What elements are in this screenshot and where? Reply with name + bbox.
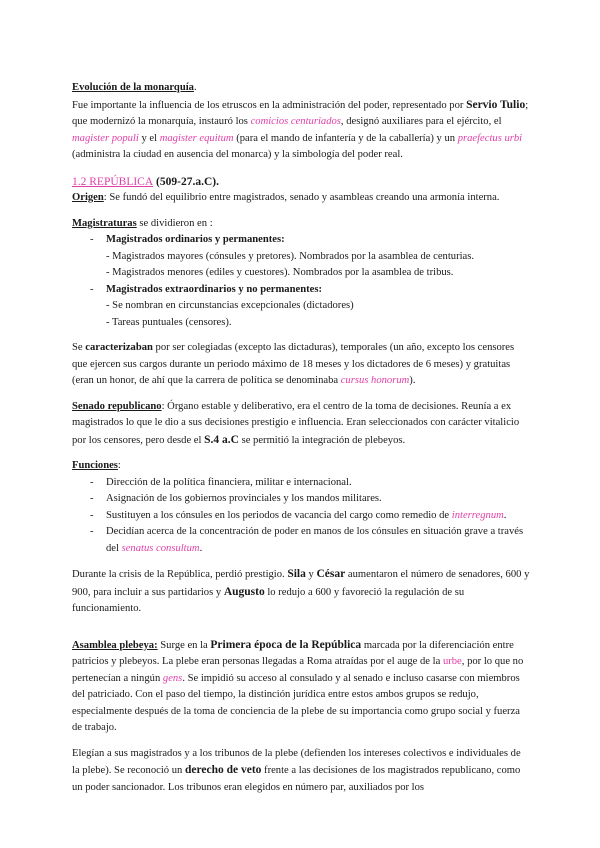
paragraph-monarquia: Evolución de la monarquía. Fue importante la influencia de los etruscos en la administración del poder, representado por Servio Tulio; que modernizó la monarquía, instauró los comicios centuriados, designó auxiliares para el ejército, el magister populi y el magister equitum (para el mando de infantería y de la caballería) y un praefectus urbi (administra la ciudad en ausencia del monarca) y la simbología del poder real. — [72, 82, 529, 160]
list-item: - Sustituyen a los cónsules en los periodos de vacancia del cargo como remedio de interregnum. — [72, 508, 530, 525]
paragraph-funciones: Funciones: — [72, 460, 121, 471]
term-magister-populi: magister populi — [72, 132, 139, 144]
section-title-republica: 1.2 REPÚBLICA (509-27.a.C). — [72, 175, 219, 188]
paragraph-caracteristicas: Se caracterizaban por ser colegiadas (excepto las dictaduras), temporales (un año, excepto los censores que ejercen sus cargos durante un periodo máximo de 18 meses y los dictadores de 6 meses) y gratuitas (eran un honor, de ahí que la carrera de política se denominaba cursus honorum). — [72, 342, 515, 386]
paragraph-elegian: Elegían a sus magistrados y a los tribunos de la plebe (defienden los intereses colectivos e individuales de la plebe). Se reconoció un derecho de veto frente a las decisiones de los magistrados republicano, como un poder sancionador. Los tribunos eran elegidos en número par, auxiliados por los — [72, 747, 521, 793]
label-funciones: Funciones — [72, 460, 118, 471]
list-item: - Asignación de los gobiernos provinciales y los mandos militares. — [72, 491, 530, 508]
term-magister-equitum: magister equitum — [159, 132, 234, 144]
funciones-list — [72, 475, 530, 558]
paragraph-crisis: Durante la crisis de la República, perdió prestigio. Sila y César aumentaron el número de senadores, 600 y 900, para incluir a sus partidarios y Augusto lo redujo a 600 y favoreció la regulación de su funcionamiento. — [72, 568, 530, 614]
term-comicios: comicios centuriados — [250, 116, 341, 127]
sub-item: - Magistrados menores (ediles y cuestores). Nombrados por la asamblea de tribus. — [106, 267, 454, 278]
label-asamblea: Asamblea plebeya: — [72, 639, 158, 651]
label-magistraturas: Magistraturas — [72, 217, 137, 229]
sub-item: - Se nombran en circunstancias excepcionales (dictadores) — [106, 300, 354, 311]
term-urbe: urbe — [442, 656, 462, 667]
term-praefectus-urbi: praefectus urbi — [457, 132, 523, 144]
paragraph-asamblea: Asamblea plebeya: Surge en la Primera época de la República marcada por la diferenciación entre patricios y plebeyos. La plebe eran personas llegadas a Roma atraídas por el auge de la urbe, por lo que no pertenecían a ningún gens. Se impidió su acceso al consulado y al senado e incluso casarse con miembros del patriciado. Con el paso del tiempo, la distinción jurídica entre estos ambos grupos se redujo, especialmente después de la toma de conciencia de la plebe de su importancia como grupo social y fuerza de trabajo. — [72, 638, 524, 733]
list-item: - Magistrados extraordinarios y no permanentes: — [72, 282, 530, 299]
list-item: - Dirección de la política financiera, militar e internacional. — [72, 475, 530, 492]
magistraturas-list — [72, 232, 530, 249]
label-origen: Origen — [72, 192, 104, 203]
paragraph-senado: Senado republicano: Órgano estable y deliberativo, era el centro de la toma de decisiones. Reunía a ex magistrados lo que le dio a sus decisiones prestigio e influencia. Eran seleccionados con carácter vitalicio por los censores, pero desde el S.4 a.C se permitió la integración de plebeyos. — [72, 400, 520, 446]
list-item: - Magistrados ordinarios y permanentes: — [72, 232, 530, 249]
list-item: - Decidían acerca de la concentración de poder en manos de los cónsules en situación grave a través del senatus consultum. — [72, 524, 530, 557]
label-senado: Senado republicano — [72, 400, 162, 412]
term-gens: gens — [162, 672, 183, 684]
republica-title: 1.2 REPÚBLICA — [72, 175, 154, 188]
sub-item: - Magistrados mayores (cónsules y pretores). Nombrados por la asamblea de centurias. — [106, 250, 475, 262]
paragraph-magistraturas: Magistraturas se dividieron en : — [72, 217, 213, 229]
heading-evolucion-monarquia: Evolución de la monarquía — [72, 82, 194, 93]
sub-item: - Tareas puntuales (censores). — [106, 316, 232, 328]
servio-tulio: Servio Tulio — [466, 98, 526, 111]
paragraph-origen: Origen: Se fundó del equilibrio entre magistrados, senado y asambleas creando una armonía interna. — [72, 192, 500, 203]
term-cursus-honorum: cursus honorum — [340, 375, 410, 386]
